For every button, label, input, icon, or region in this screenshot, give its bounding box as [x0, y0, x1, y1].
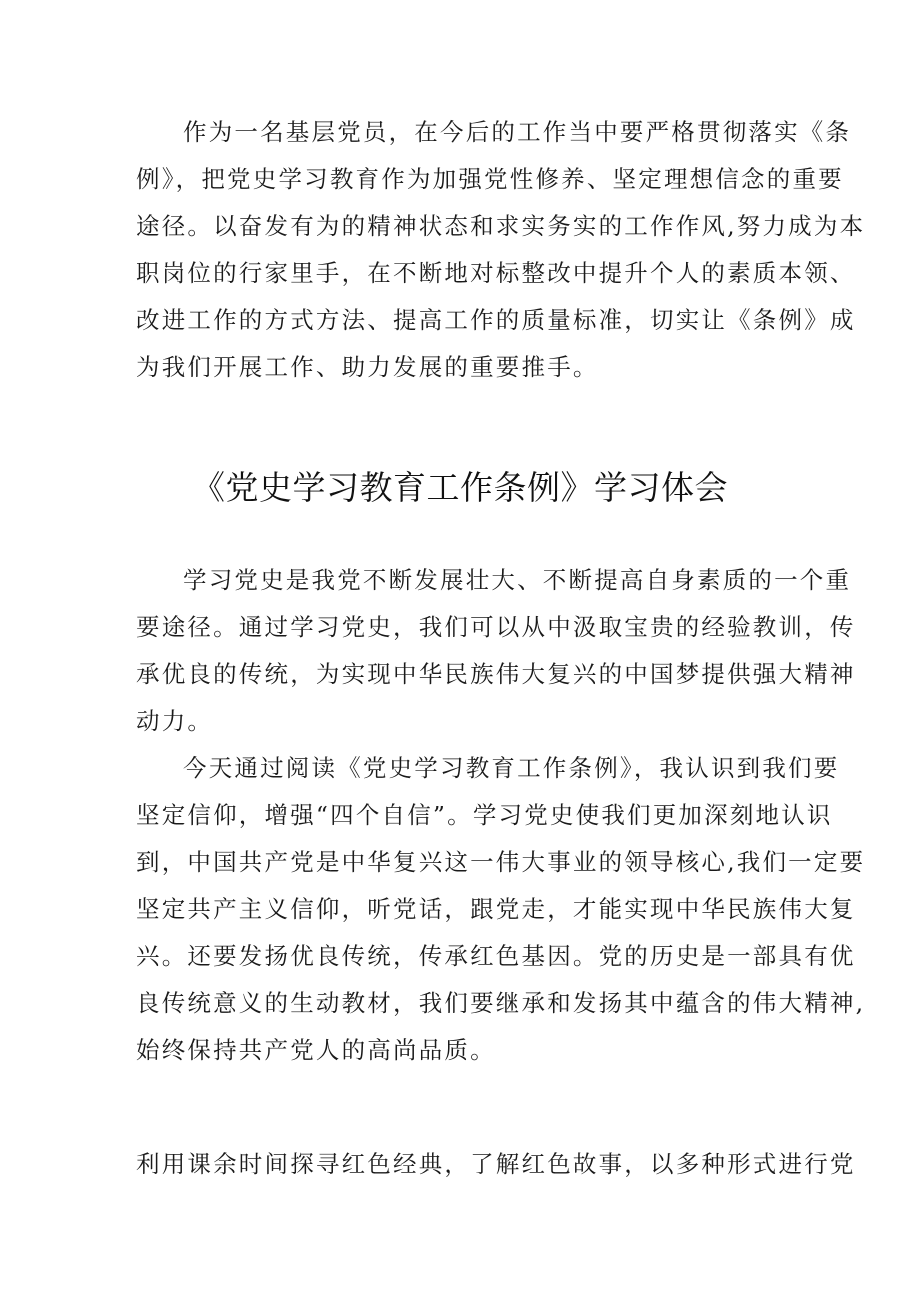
text-line: 今天通过阅读《党史学习教育工作条例》，我认识到我们要	[183, 754, 840, 782]
text-line: 动力。	[136, 707, 214, 735]
text-line: 要途径。通过学习党史，我们可以从中汲取宝贵的经验教训，传	[136, 613, 856, 641]
text-line: 到，中国共产党是中华复兴这一伟大事业的领导核心,我们一定要	[136, 848, 866, 876]
text-line: 职岗位的行家里手，在不断地对标整改中提升个人的素质本领、	[136, 259, 856, 287]
text-line: 作为一名基层党员，在今后的工作当中要严格贯彻落实《条	[183, 118, 852, 146]
text-line: 坚定共产主义信仰，听党话，跟党走，才能实现中华民族伟大复	[136, 895, 856, 923]
text-line: 良传统意义的生动教材，我们要继承和发扬其中蕴含的伟大精神,	[136, 989, 866, 1017]
text-line: 改进工作的方式方法、提高工作的质量标准，切实让《条例》成	[136, 306, 856, 334]
text-line: 途径。以奋发有为的精神状态和求实务实的工作作风,努力成为本	[136, 212, 866, 240]
text-line: 为我们开展工作、助力发展的重要推手。	[136, 353, 599, 381]
text-line: 坚定信仰，增强“四个自信”。学习党史使我们更加深刻地认识	[136, 801, 833, 829]
text-line: 兴。还要发扬优良传统，传承红色基因。党的历史是一部具有优	[136, 942, 856, 970]
article-title: 《党史学习教育工作条例》学习体会	[192, 468, 728, 507]
text-line: 例》，把党史学习教育作为加强党性修养、坚定理想信念的重要	[136, 165, 844, 193]
text-line: 学习党史是我党不断发展壮大、不断提高自身素质的一个重	[183, 566, 852, 594]
text-line: 承优良的传统，为实现中华民族伟大复兴的中国梦提供强大精神	[136, 660, 856, 688]
text-line: 始终保持共产党人的高尚品质。	[136, 1036, 496, 1064]
text-line: 利用课余时间探寻红色经典，了解红色故事，以多种形式进行党	[136, 1150, 856, 1178]
